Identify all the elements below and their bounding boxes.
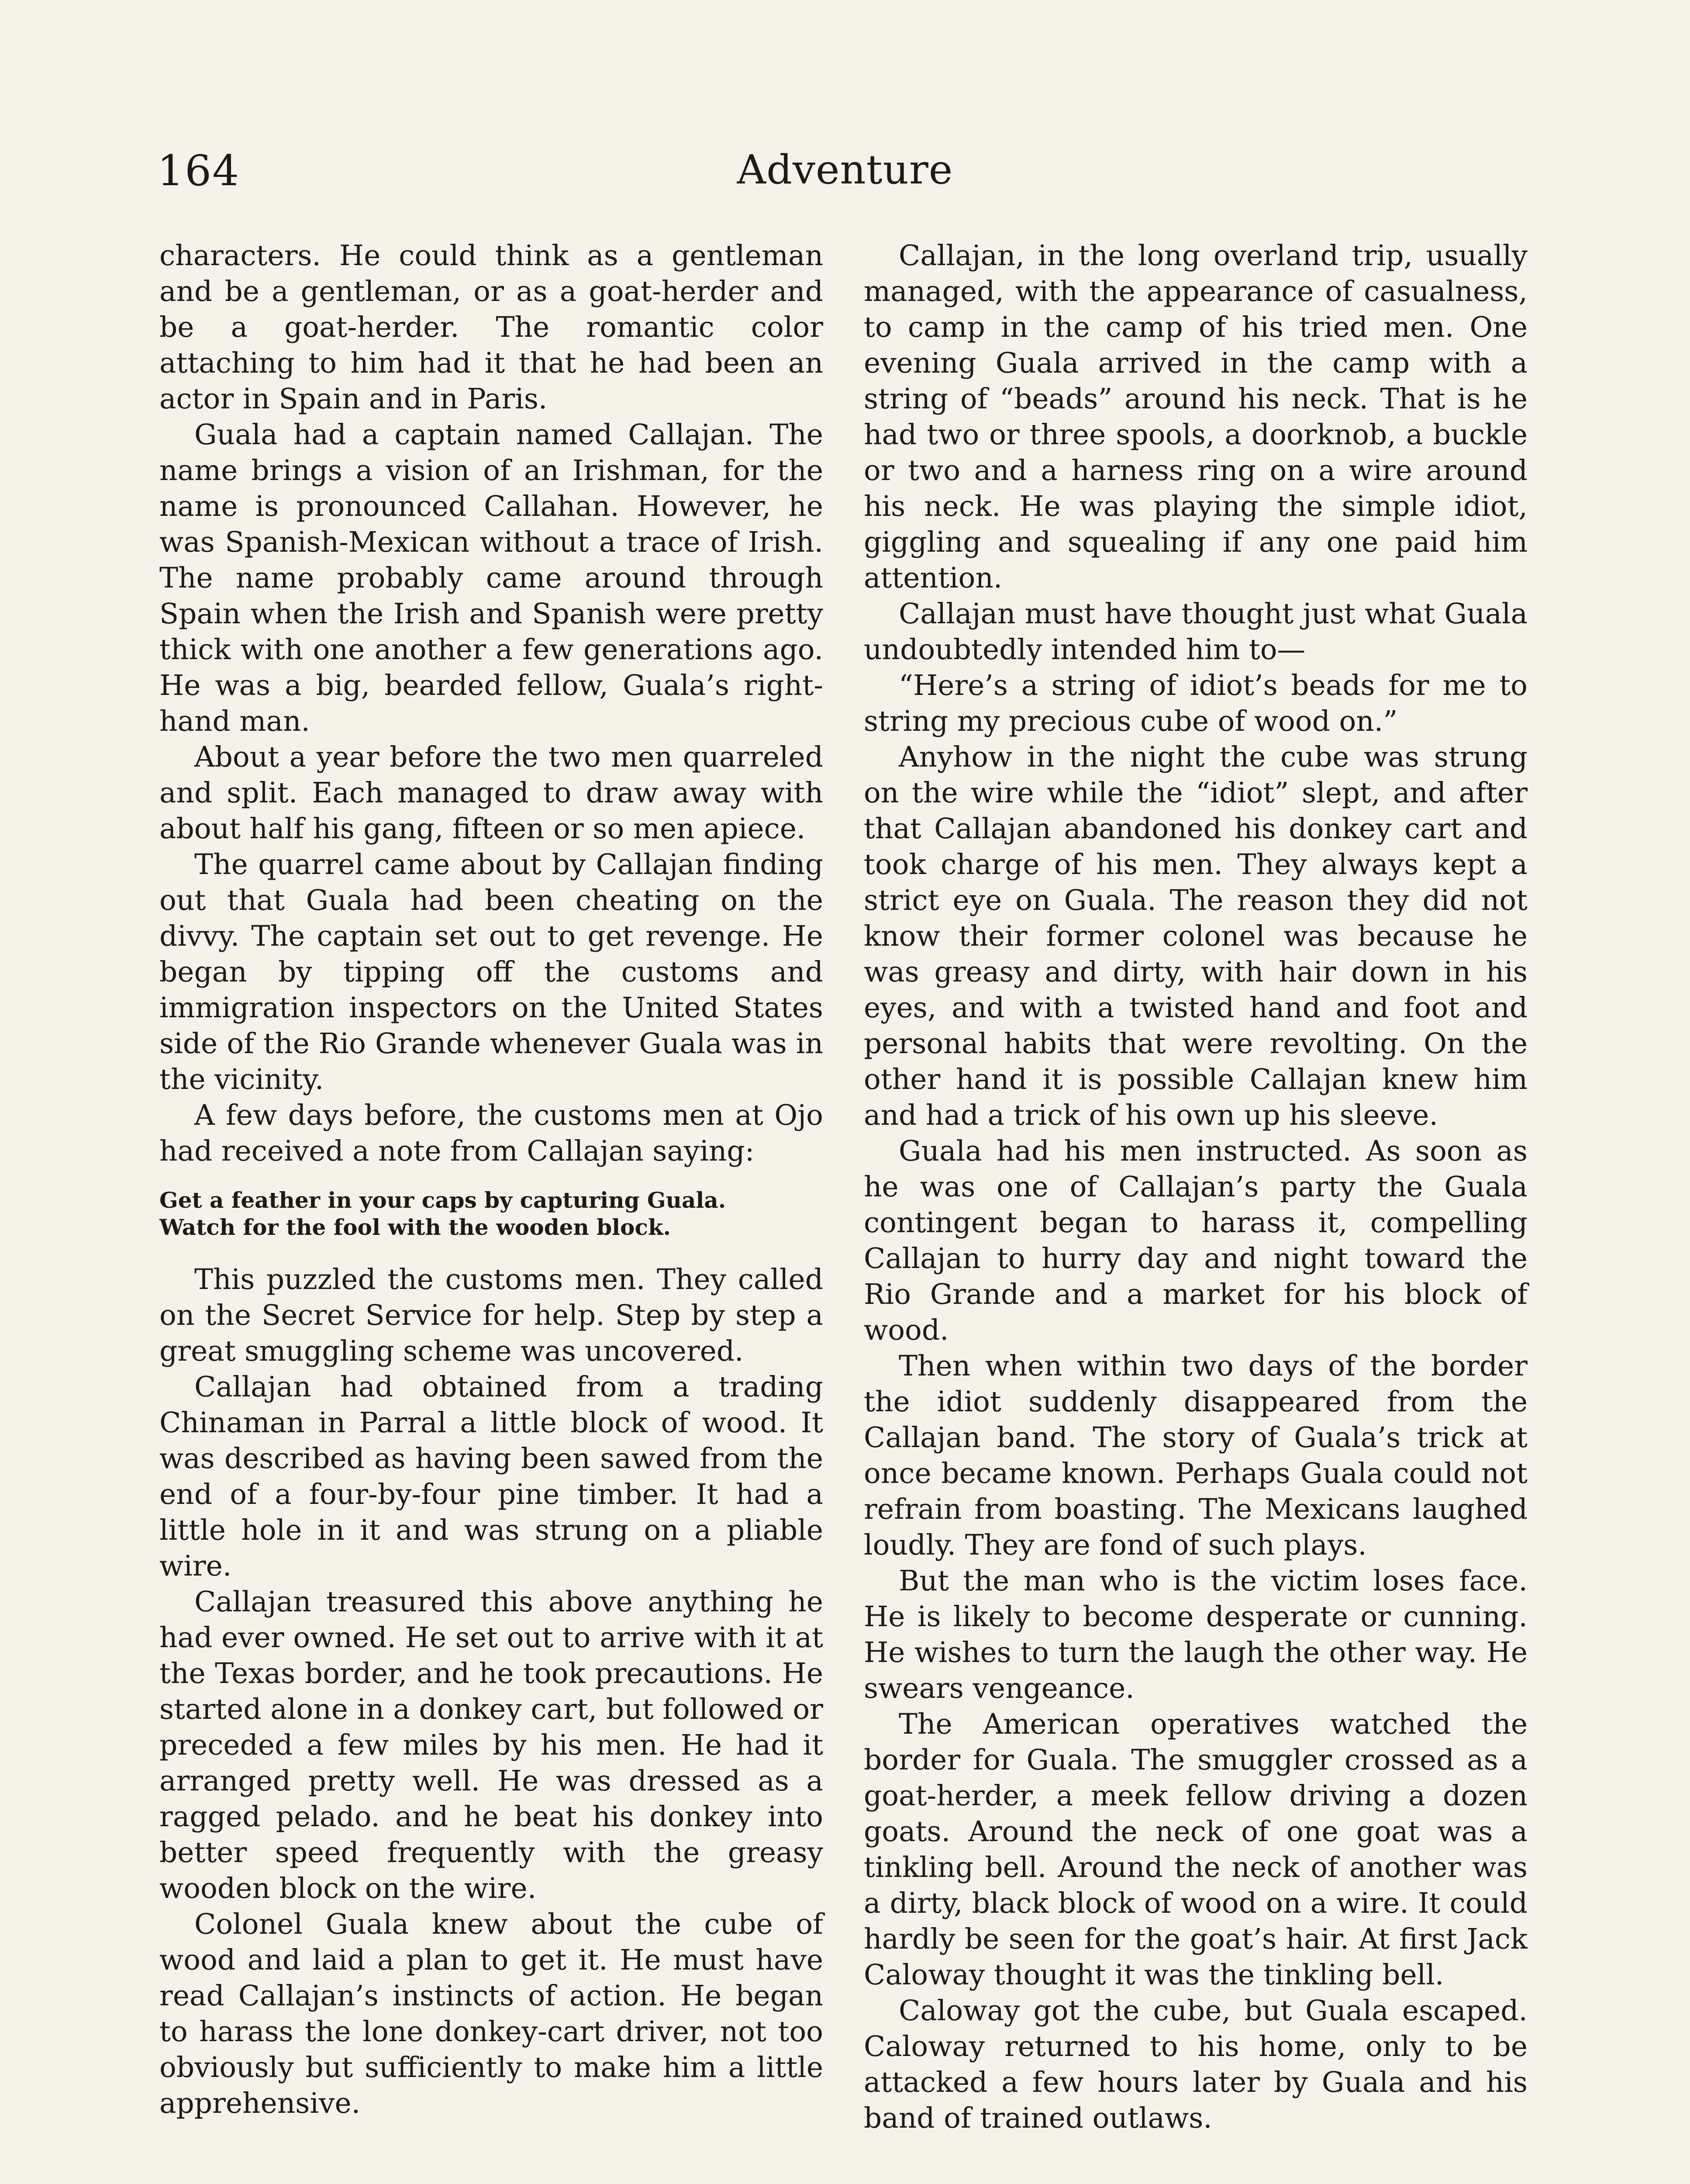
quoted-note — [159, 1187, 823, 1241]
note-line: Get a feather in your caps by capturing Guala. — [159, 1187, 726, 1213]
paragraph: This puzzled the customs men. They called on the Secret Service for help. Step by step a great smuggling scheme was uncovered. — [159, 1263, 823, 1368]
left-column — [159, 238, 823, 2122]
paragraph: “Here’s a string of idiot’s beads for me to string my precious cube of wood on.” — [864, 669, 1528, 738]
paragraph: Callajan, in the long overland trip, usually managed, with the appearance of casualness, to camp in the camp of his tried men. One evening Guala arrived in the camp with a string of “beads” around his neck. That is he had two or three spools, a doorknob, a buckle or two and a harness ring on a wire around his neck. He was playing the simple idiot, giggling and squealing if any one paid him attention. — [864, 239, 1528, 594]
paragraph: About a year before the two men quarreled and split. Each managed to draw away with about half his gang, fifteen or so men apiece. — [159, 741, 823, 845]
paragraph: Guala had his men instructed. As soon as he was one of Callajan’s party the Guala contingent began to harass it, compelling Callajan to hurry day and night toward the Rio Grande and a market for his block of wood. — [864, 1135, 1528, 1347]
paragraph: Callajan must have thought just what Guala undoubtedly intended him to— — [864, 598, 1528, 666]
paragraph: The quarrel came about by Callajan finding out that Guala had been cheating on the divvy. The captain set out to get revenge. He began by tipping off the customs and immigration inspectors on the United States side of the Rio Grande whenever Guala was in the vicinity. — [159, 848, 823, 1096]
paragraph: Colonel Guala knew about the cube of wood and laid a plan to get it. He must have read Callajan’s instincts of action. He began to harass the lone donkey-cart driver, not too obviously but sufficiently to make him a little apprehensive. — [159, 1908, 823, 2120]
paragraph: Anyhow in the night the cube was strung on the wire while the “idiot” slept, and after that Callajan abandoned his donkey cart and took charge of his men. They always kept a strict eye on Guala. The reason they did not know their former colonel was because he was greasy and dirty, with hair down in his eyes, and with a twisted hand and foot and personal habits that were revolting. On the other hand it is possible Callajan knew him and had a trick of his own up his sleeve. — [864, 741, 1528, 1132]
paragraph: The American operatives watched the border for Guala. The smuggler crossed as a goat-herder, a meek fellow driving a dozen goats. Around the neck of one goat was a tinkling bell. Around the neck of another was a dirty, black block of wood on a wire. It could hardly be seen for the goat’s hair. At first Jack Caloway thought it was the tinkling bell. — [864, 1708, 1528, 1991]
page-number: 164 — [157, 146, 240, 195]
paragraph: Guala had a captain named Callajan. The name brings a vision of an Irishman, for the name is pronounced Callahan. However, he was Spanish-Mexican without a trace of Irish. The name probably came around through Spain when the Irish and Spanish were pretty thick with one another a few generations ago. He was a big, bearded fellow, Guala’s right-hand man. — [159, 418, 823, 738]
note-line: Watch for the fool with the wooden block. — [159, 1214, 671, 1240]
paragraph: Then when within two days of the border the idiot suddenly disappeared from the Callajan band. The story of Guala’s trick at once became known. Perhaps Guala could not refrain from boasting. The Mexicans laughed loudly. They are fond of such plays. — [864, 1350, 1528, 1562]
paragraph: A few days before, the customs men at Ojo had received a note from Callajan saying: — [159, 1099, 823, 1168]
paragraph: Callajan had obtained from a trading Chinaman in Parral a little block of wood. It was described as having been sawed from the end of a four-by-four pine timber. It had a little hole in it and was strung on a pliable wire. — [159, 1371, 823, 1583]
page-header — [157, 146, 1533, 212]
paragraph: characters. He could think as a gentleman and be a gentleman, or as a goat-herder and be a goat-herder. The romantic color attaching to him had it that he had been an actor in Spain and in Paris. — [159, 239, 823, 415]
running-head: Adventure — [737, 146, 953, 193]
paragraph: But the man who is the victim loses face. He is likely to become desperate or cunning. He wishes to turn the laugh the other way. He swears vengeance. — [864, 1565, 1528, 1705]
paragraph: Callajan treasured this above anything he had ever owned. He set out to arrive with it at the Texas border, and he took precautions. He started alone in a donkey cart, but followed or preceded a few miles by his men. He had it arranged pretty well. He was dressed as a ragged pelado. and he beat his donkey into better speed frequently with the greasy wooden block on the wire. — [159, 1586, 823, 1905]
paragraph: Caloway got the cube, but Guala escaped. Caloway returned to his home, only to be attacked a few hours later by Guala and his band of trained outlaws. — [864, 1994, 1528, 2135]
right-column — [864, 238, 1528, 2136]
